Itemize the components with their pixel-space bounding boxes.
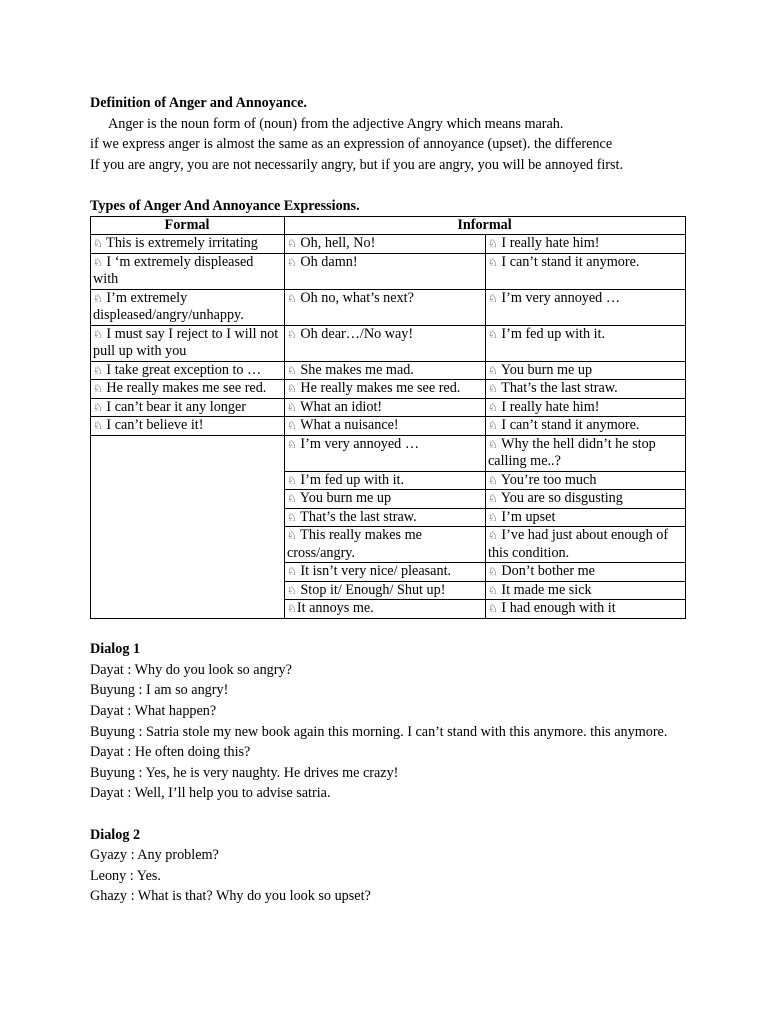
definition-line: if we express anger is almost the same as an expression of annoyance (upset). the difference [90,136,613,153]
expression-text: I’m extremely displeased/angry/unhappy. [93,289,244,324]
types-heading: Types of Anger And Annoyance Expressions. [90,197,360,214]
bullet-icon: ♘ [488,510,498,524]
expression-text: Don’t bother me [501,563,595,580]
table-row [91,435,686,471]
dialog-line: Dayat : What happen? [90,702,217,719]
table-row [91,417,686,436]
informal-cell [285,600,486,619]
table-header-row [91,216,686,235]
expression-text: I can’t believe it! [106,417,204,434]
formal-cell [91,253,285,289]
informal-cell [486,563,686,582]
dialog2-title: Dialog 2 [90,826,141,843]
bullet-icon: ♘ [287,529,297,543]
informal-cell [486,435,686,471]
bullet-icon: ♘ [488,382,498,396]
formal-cell [91,235,285,254]
dialog-line: Dayat : He often doing this? [90,744,251,761]
informal-cell [285,380,486,399]
expression-text: I can’t bear it any longer [106,398,247,415]
bullet-icon: ♘ [488,327,498,341]
formal-cell [91,325,285,361]
expression-text: Oh no, what’s next? [300,289,414,306]
informal-cell [285,289,486,325]
expression-text: It isn’t very nice/ pleasant. [300,563,452,580]
expression-text: I ‘m extremely displeased with [93,253,254,288]
dialog-line: Buyung : Yes, he is very naughty. He drives me crazy! [90,764,399,781]
informal-cell [486,527,686,563]
expression-text: You burn me up [299,490,392,507]
bullet-icon: ♘ [287,255,297,269]
table-row [91,380,686,399]
expression-text: He really makes me see red. [300,380,461,397]
informal-header: Informal [285,216,686,235]
bullet-icon: ♘ [488,291,498,305]
expression-text: It annoys me. [296,600,374,617]
spacer [90,619,685,640]
bullet-icon: ♘ [287,510,297,524]
informal-cell [285,527,486,563]
informal-cell [486,361,686,380]
expression-text: I’m upset [501,508,556,525]
informal-cell [486,490,686,509]
bullet-icon: ♘ [287,237,297,251]
informal-cell [285,361,486,380]
informal-cell [486,600,686,619]
formal-cell [91,398,285,417]
expression-text: Oh damn! [300,253,358,270]
expression-text: I’ve had just about enough of this condition. [488,527,669,561]
spacer [90,804,685,825]
formal-header: Formal [91,216,285,235]
bullet-icon: ♘ [488,583,498,597]
bullet-icon: ♘ [488,255,498,269]
informal-cell [486,398,686,417]
expression-text: I can’t stand it anymore. [501,253,640,270]
informal-cell [285,435,486,471]
bullet-icon: ♘ [287,400,297,414]
expression-text: I really hate him! [501,235,600,252]
bullet-icon: ♘ [287,492,297,506]
definition-line: If you are angry, you are not necessarily angry, but if you are angry, you will be annoyed first. [90,156,624,173]
informal-cell [285,417,486,436]
informal-cell [285,471,486,490]
table-body [91,235,686,619]
informal-cell [285,581,486,600]
table-row [91,325,686,361]
bullet-icon: ♘ [287,565,297,579]
bullet-icon: ♘ [93,400,103,414]
dialog-line: Dayat : Why do you look so angry? [90,661,292,678]
informal-cell [285,325,486,361]
formal-cell-empty [91,435,285,618]
informal-cell [285,235,486,254]
expression-text: Stop it/ Enough/ Shut up! [300,581,446,598]
document-page [90,93,685,907]
formal-cell [91,289,285,325]
bullet-icon: ♘ [287,419,297,433]
informal-cell [285,398,486,417]
bullet-icon: ♘ [488,419,498,433]
bullet-icon: ♘ [287,583,297,597]
dialog-line: Buyung : Satria stole my new book again this morning. I can’t stand with this anymore. this anymore. [90,723,668,740]
dialog-line: Ghazy : What is that? Why do you look so upset? [90,888,371,905]
expression-text: I really hate him! [501,398,600,415]
table-row [91,289,686,325]
dialog-line: Leony : Yes. [90,867,161,884]
dialog-line: Buyung : I am so angry! [90,682,229,699]
bullet-icon: ♘ [93,237,103,251]
table-row [91,235,686,254]
informal-cell [486,581,686,600]
informal-cell [486,235,686,254]
expression-text: I must say I reject to I will not pull up with you [93,325,279,360]
bullet-icon: ♘ [287,291,297,305]
expression-text: I can’t stand it anymore. [501,417,640,434]
bullet-icon: ♘ [287,602,297,616]
bullet-icon: ♘ [93,382,103,396]
informal-cell [285,508,486,527]
expression-text: Oh dear…/No way! [300,325,414,342]
informal-cell [486,289,686,325]
bullet-icon: ♘ [488,437,498,451]
bullet-icon: ♘ [488,400,498,414]
expression-text: What an idiot! [300,398,383,415]
expression-text: I’m very annoyed … [501,289,621,306]
bullet-icon: ♘ [488,363,498,377]
informal-cell [285,253,486,289]
bullet-icon: ♘ [93,291,103,305]
expression-text: I take great exception to … [106,361,262,378]
bullet-icon: ♘ [488,473,498,487]
dialog-line: Gyazy : Any problem? [90,847,219,864]
table-row [91,361,686,380]
dialog1-title: Dialog 1 [90,641,141,658]
bullet-icon: ♘ [287,437,297,451]
definition-heading: Definition of Anger and Annoyance. [90,95,307,111]
bullet-icon: ♘ [287,327,297,341]
expressions-table [90,216,686,619]
expression-text: He really makes me see red. [106,380,267,397]
bullet-icon: ♘ [93,419,103,433]
expression-text: This really makes me cross/angry. [287,527,422,561]
bullet-icon: ♘ [488,565,498,579]
informal-cell [486,380,686,399]
expression-text: You burn me up [500,361,593,378]
bullet-icon: ♘ [287,363,297,377]
expression-text: That’s the last straw. [300,508,417,525]
formal-cell [91,380,285,399]
expression-text: I’m fed up with it. [300,471,405,488]
bullet-icon: ♘ [488,492,498,506]
informal-cell [486,471,686,490]
expression-text: That’s the last straw. [501,380,618,397]
dialog-line: Dayat : Well, I’ll help you to advise satria. [90,785,331,802]
expression-text: She makes me mad. [300,361,414,378]
definition-line: Anger is the noun form of (noun) from the adjective Angry which means marah. [108,115,564,132]
informal-cell [285,490,486,509]
bullet-icon: ♘ [93,255,103,269]
expression-text: This is extremely irritating [106,235,258,252]
expression-text: Why the hell didn’t he stop calling me..? [488,435,656,470]
informal-cell [486,508,686,527]
informal-cell [486,253,686,289]
table-row [91,398,686,417]
formal-cell [91,361,285,380]
expression-text: What a nuisance! [300,417,399,434]
expression-text: Oh, hell, No! [300,235,376,252]
informal-cell [486,417,686,436]
bullet-icon: ♘ [488,602,498,616]
expression-text: It made me sick [501,581,592,598]
table-row [91,253,686,289]
expression-text: I’m fed up with it. [501,325,606,342]
bullet-icon: ♘ [488,237,498,251]
bullet-icon: ♘ [93,327,103,341]
informal-cell [285,563,486,582]
bullet-icon: ♘ [287,382,297,396]
spacer [90,175,685,196]
bullet-icon: ♘ [287,473,297,487]
expression-text: I’m very annoyed … [300,435,420,452]
expression-text: You are so disgusting [500,490,623,507]
expression-text: You’re too much [500,471,597,488]
bullet-icon: ♘ [93,363,103,377]
expression-text: I had enough with it [501,600,616,617]
informal-cell [486,325,686,361]
bullet-icon: ♘ [488,529,498,543]
formal-cell [91,417,285,436]
